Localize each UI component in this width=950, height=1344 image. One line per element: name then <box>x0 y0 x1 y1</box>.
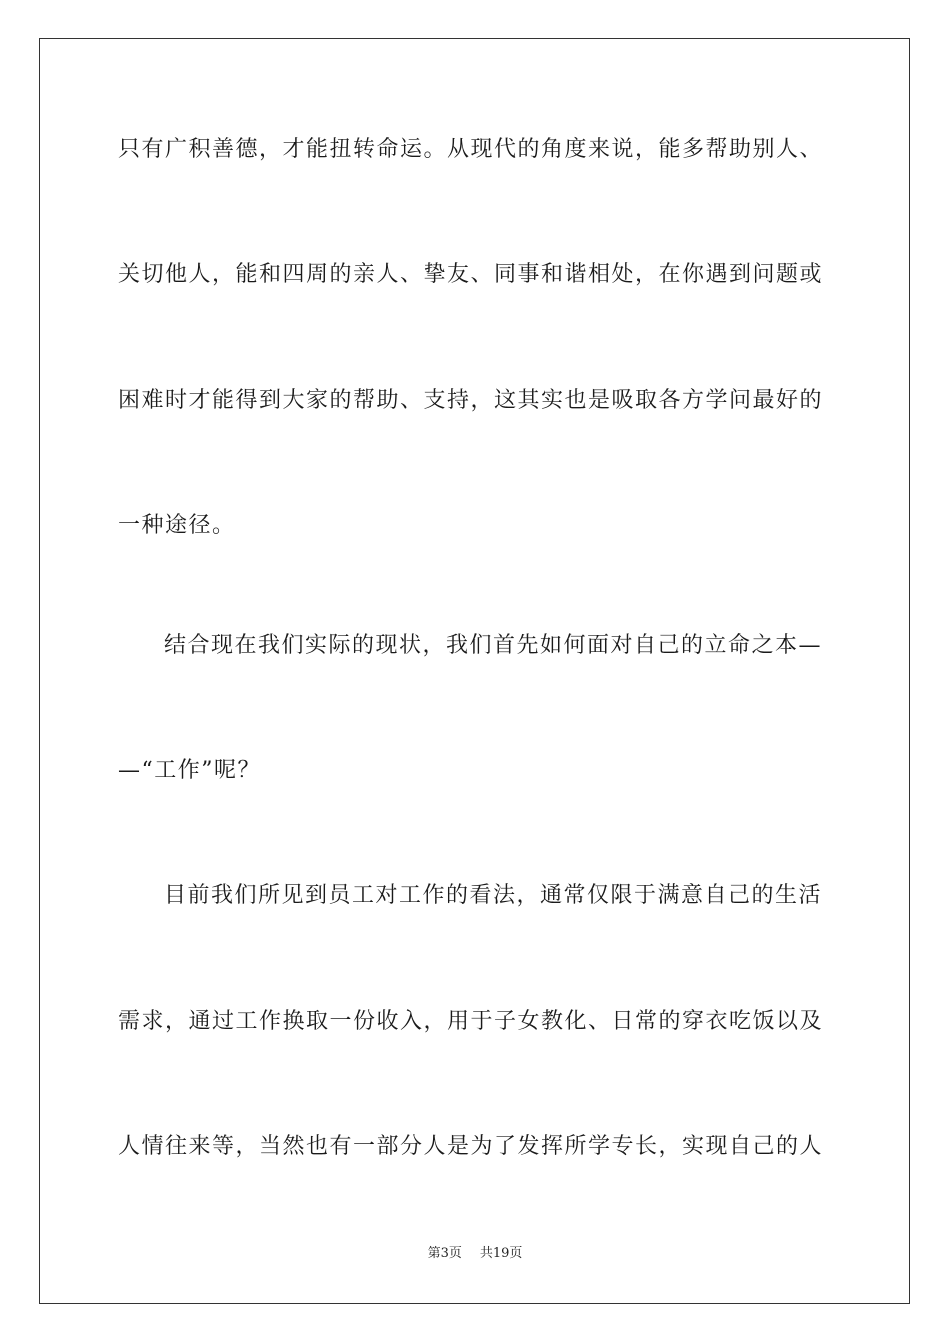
text-line: 困难时才能得到大家的帮助、支持，这其实也是吸取各方学问最好的 <box>118 388 824 413</box>
text-line: 人情往来等，当然也有一部分人是为了发挥所学专长，实现自己的人 <box>118 1134 824 1159</box>
text-line: 一种途径。 <box>118 513 236 538</box>
page-number: 第3页 <box>427 1246 462 1261</box>
text-line: —“工作”呢？ <box>118 758 261 783</box>
text-line: 需求，通过工作换取一份收入，用于子女教化、日常的穿衣吃饭以及 <box>118 1009 824 1034</box>
total-pages: 共19页 <box>479 1246 523 1261</box>
text-line: 只有广积善德，才能扭转命运。从现代的角度来说，能多帮助别人、 <box>118 137 824 162</box>
text-line: 关切他人，能和四周的亲人、挚友、同事和谐相处，在你遇到问题或 <box>118 262 824 287</box>
page-footer <box>0 1245 950 1263</box>
page-border <box>39 38 910 1304</box>
text-line: 结合现在我们实际的现状，我们首先如何面对自己的立命之本— <box>164 633 823 658</box>
text-line: 目前我们所见到员工对工作的看法，通常仅限于满意自己的生活 <box>164 883 823 908</box>
